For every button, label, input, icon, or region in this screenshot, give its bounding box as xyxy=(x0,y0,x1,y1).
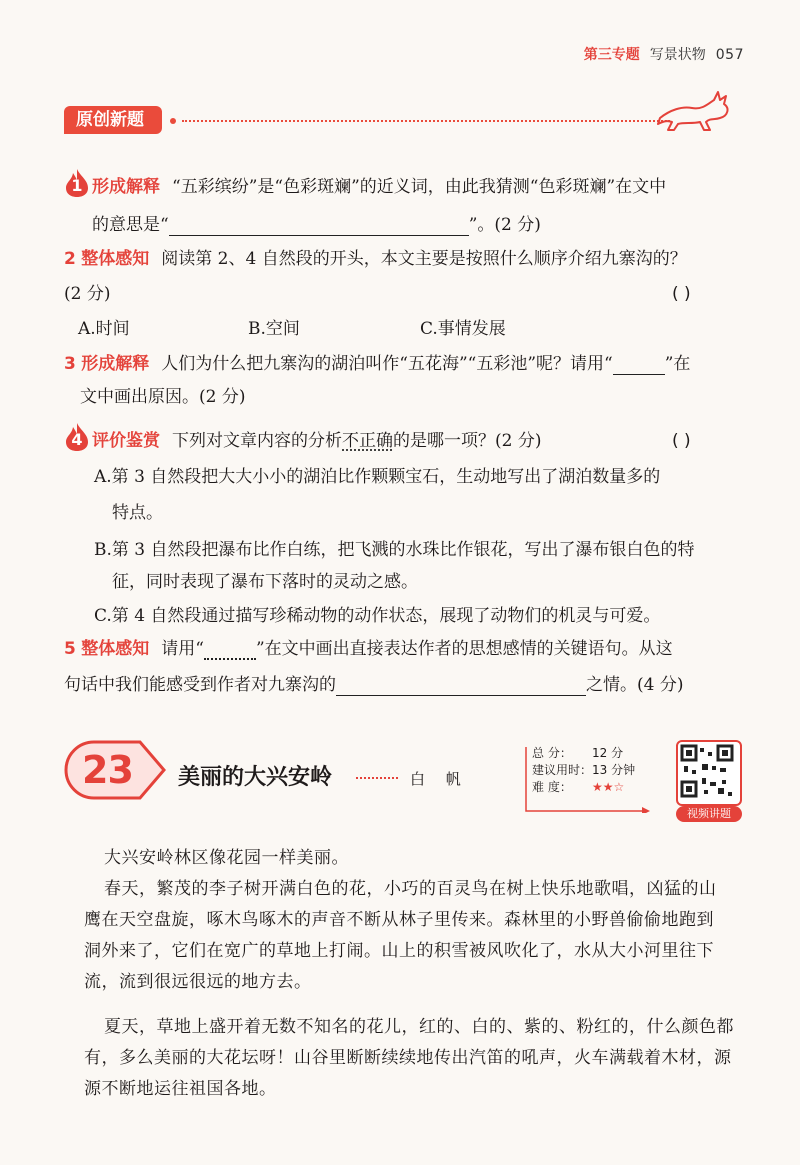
option-b-line-1[interactable]: B.第 3 自然段把瀑布比作白练，把飞溅的水珠比作银花，写出了瀑布银白色的特 xyxy=(94,540,695,560)
question-number: 1 xyxy=(71,176,83,195)
question-category: 整体感知 xyxy=(81,249,150,269)
original-questions-banner: 原创新题 xyxy=(64,106,162,134)
suggested-time-label: 建议用时： xyxy=(532,763,593,777)
question-text: 句话中我们能感受到作者对九寨沟的 xyxy=(64,675,336,695)
option-a-line-1[interactable]: A.第 3 自然段把大大小小的湖泊比作颗颗宝石，生动地写出了湖泊数量多的 xyxy=(94,467,661,487)
question-number: 2 xyxy=(64,249,76,269)
question-4-stem xyxy=(92,430,541,452)
question-text: 下列对文章内容的分析 xyxy=(172,431,342,451)
qr-code-icon[interactable] xyxy=(676,740,742,806)
passage-line: 流，流到很远很远的地方去。 xyxy=(84,972,312,992)
total-score-label: 总 分： xyxy=(532,746,572,760)
total-score-value: 12 分 xyxy=(592,746,624,760)
option-c[interactable]: C.事情发展 xyxy=(420,319,506,339)
passage-line: 洞外来了，它们在宽广的草地上打闹。山上的积雪被风吹化了，水从大小河里往下 xyxy=(84,941,714,961)
question-1-line-1 xyxy=(92,176,666,198)
question-text: 人们为什么把九寨沟的湖泊叫作“五花海”“五彩池”呢？请用“ xyxy=(161,354,613,374)
question-number: 5 xyxy=(64,639,76,659)
question-text: 的是哪一项？(2 分) xyxy=(393,431,542,451)
wavy-underline-mark xyxy=(204,642,256,660)
question-5-line-2 xyxy=(64,674,683,696)
lesson-author: 白 帆 xyxy=(410,770,469,788)
banner-dot xyxy=(170,118,176,124)
difficulty-label: 难 度： xyxy=(532,780,572,794)
question-text: “五彩缤纷”是“色彩斑斓”的近义词，由此我猜测“色彩斑斓”在文中 xyxy=(172,177,667,197)
section-label: 第三专题 xyxy=(583,47,640,63)
answer-parentheses[interactable]: ( ) xyxy=(672,431,691,451)
question-text: 之情。(4 分) xyxy=(586,675,684,695)
question-category: 评价鉴赏 xyxy=(92,431,160,451)
option-b[interactable]: B.空间 xyxy=(248,319,300,339)
question-text: 请用“ xyxy=(161,639,204,659)
lesson-info-box xyxy=(532,745,666,813)
difficulty-stars: ★★☆ xyxy=(592,780,625,794)
passage-line: 夏天，草地上盛开着无数不知名的花儿，红的、白的、紫的、粉红的，什么颜色都 xyxy=(104,1017,734,1037)
question-5-line-1 xyxy=(64,638,673,660)
underline-mark xyxy=(613,356,665,375)
question-2-line-1 xyxy=(64,248,687,270)
question-number: 3 xyxy=(64,354,76,374)
question-text: 的意思是“ xyxy=(92,215,169,235)
suggested-time-value: 13 分钟 xyxy=(592,763,636,777)
question-text: 阅读第 2、4 自然段的开头，本文主要是按照什么顺序介绍九寨沟的？ xyxy=(161,249,687,269)
passage-line: 有，多么美丽的大花坛呀！山谷里断断续续地传出汽笛的吼声，火车满载着木材，源 xyxy=(84,1048,732,1068)
lesson-number: 23 xyxy=(82,748,133,792)
answer-blank[interactable] xyxy=(169,217,469,236)
passage-line: 源不断地运往祖国各地。 xyxy=(84,1079,277,1099)
question-3-line-2: 文中画出原因。(2 分) xyxy=(80,387,246,407)
lesson-title: 美丽的大兴安岭 xyxy=(178,765,333,790)
question-2-score: (2 分) xyxy=(64,284,111,304)
answer-parentheses[interactable]: ( ) xyxy=(672,284,691,304)
option-c-line-1[interactable]: C.第 4 自然段通过描写珍稀动物的动作状态，展现了动物们的机灵与可爱。 xyxy=(94,606,661,626)
answer-blank[interactable] xyxy=(336,677,586,696)
question-1-line-2 xyxy=(92,214,541,236)
lesson-number-badge xyxy=(64,738,168,802)
page-number: 057 xyxy=(715,47,744,63)
passage-line: 春天，繁茂的李子树开满白色的花，小巧的百灵鸟在树上快乐地歌唱，凶猛的山 xyxy=(104,879,717,899)
video-explanation-button[interactable]: 视频讲题 xyxy=(676,806,742,822)
question-3-line-1 xyxy=(64,353,690,375)
title-dotted-line xyxy=(356,777,398,779)
question-text: ”在 xyxy=(664,354,691,374)
passage-paragraph-1: 大兴安岭林区像花园一样美丽。 xyxy=(104,848,349,868)
option-a-line-2[interactable]: 特点。 xyxy=(112,503,163,523)
question-category: 形成解释 xyxy=(81,354,150,374)
passage-line: 鹰在天空盘旋，啄木鸟啄木的声音不断从林子里传来。森林里的小野兽偷偷地跑到 xyxy=(84,910,714,930)
banner-dotted-line xyxy=(182,120,670,122)
question-category: 整体感知 xyxy=(81,639,150,659)
flame-icon xyxy=(64,422,90,452)
running-header xyxy=(584,44,744,64)
option-a[interactable]: A.时间 xyxy=(78,319,130,339)
question-text: ”在文中画出直接表达作者的思想感情的关键语句。从这 xyxy=(255,639,673,659)
emphasis-text: 不正确 xyxy=(342,431,393,451)
cat-icon xyxy=(656,88,736,132)
question-number: 4 xyxy=(71,430,83,449)
question-category: 形成解释 xyxy=(92,177,160,197)
section-subtitle: 写景状物 xyxy=(649,47,706,63)
option-b-line-2[interactable]: 征，同时表现了瀑布下落时的灵动之感。 xyxy=(112,572,418,592)
question-text: ”。(2 分) xyxy=(468,215,541,235)
flame-icon xyxy=(64,168,90,198)
